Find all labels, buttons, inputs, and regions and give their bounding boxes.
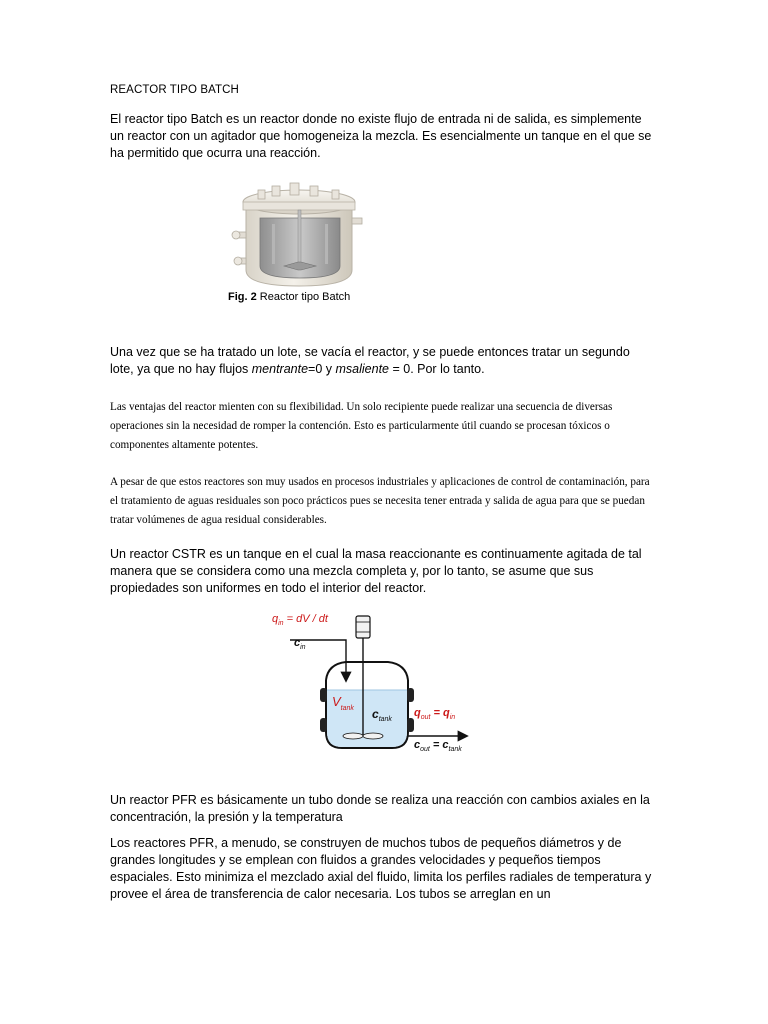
- paragraph-batch-operation: [110, 344, 655, 378]
- section-heading: REACTOR TIPO BATCH: [110, 84, 239, 96]
- figure-caption-text: Reactor tipo Batch: [256, 291, 351, 303]
- paragraph-pfr-intro: Un reactor PFR es básicamente un tubo donde se realiza una reacción con cambios axiales en la concentración, la presión y la temperatura: [110, 793, 650, 824]
- paragraph-cstr: Un reactor CSTR es un tanque en el cual la masa reaccionante es continuamente agitada de tal manera que se considera como una mezcla completa y, por lo tanto, se asume que sus propiedades son uniformes en todo el interior del reactor.: [110, 547, 642, 595]
- paragraph-batch-intro: El reactor tipo Batch es un reactor donde no existe flujo de entrada ni de salida, es simplemente un reactor con un agitador que homogeneiza la mezcla. Es esencialmente un tanque en el que se ha permitido que ocurra una reacción.: [110, 112, 652, 160]
- batch-reactor-image: [228, 178, 370, 290]
- text-run: =0 y: [308, 362, 336, 376]
- label-c-in: $c_{in}$: [294, 637, 306, 651]
- paragraph-limitations: A pesar de que estos reactores son muy usados en procesos industriales y aplicaciones de control de contaminación, para el tratamiento de aguas residuales son poco prácticos pues se necesita tener entrada y salida de agua para que se puedan tratar volúmenes de agua residual considerables.: [110, 476, 650, 526]
- math-term-msaliente: msaliente: [335, 362, 389, 376]
- label-q-out: $q_{out} = q_{in}$: [414, 707, 456, 721]
- text-run: = 0. Por lo tanto.: [389, 362, 485, 376]
- text-run: Una vez que se ha tratado un lote, se vacía el reactor, y se puede entonces tratar un segundo lote, ya que no hay flujos: [110, 345, 630, 376]
- label-q-in: $q_{in}$ = dV / dt: [272, 613, 328, 627]
- math-term-mentrante: mentrante: [251, 362, 309, 376]
- figure-caption: [228, 291, 350, 303]
- label-v-tank: $V_{tank}$: [332, 694, 354, 712]
- paragraph-advantages: Las ventajas del reactor mienten con su flexibilidad. Un solo recipiente puede realizar una secuencia de diversas operaciones sin la necesidad de romper la contención. Esto es particularmente útil cuando se procesan tóxicos o componentes altamente potentes.: [110, 401, 613, 451]
- figure-label: Fig. 2: [228, 291, 257, 303]
- label-c-out: $c_{out} = c_{tank}$: [414, 739, 462, 753]
- cstr-diagram: [266, 608, 484, 758]
- label-c-tank: $c_{tank}$: [372, 707, 392, 723]
- paragraph-pfr-construction: Los reactores PFR, a menudo, se construyen de muchos tubos de pequeños diámetros y de grandes longitudes y se emplean con fluidos a grandes velocidades y pequeños tiempos espaciales. Esto minimiza el mezclado axial del fluido, limita los perfiles radiales de temperatura y provee el área de transferencia de calor necesaria. Los tubos se arreglan en un: [110, 836, 652, 901]
